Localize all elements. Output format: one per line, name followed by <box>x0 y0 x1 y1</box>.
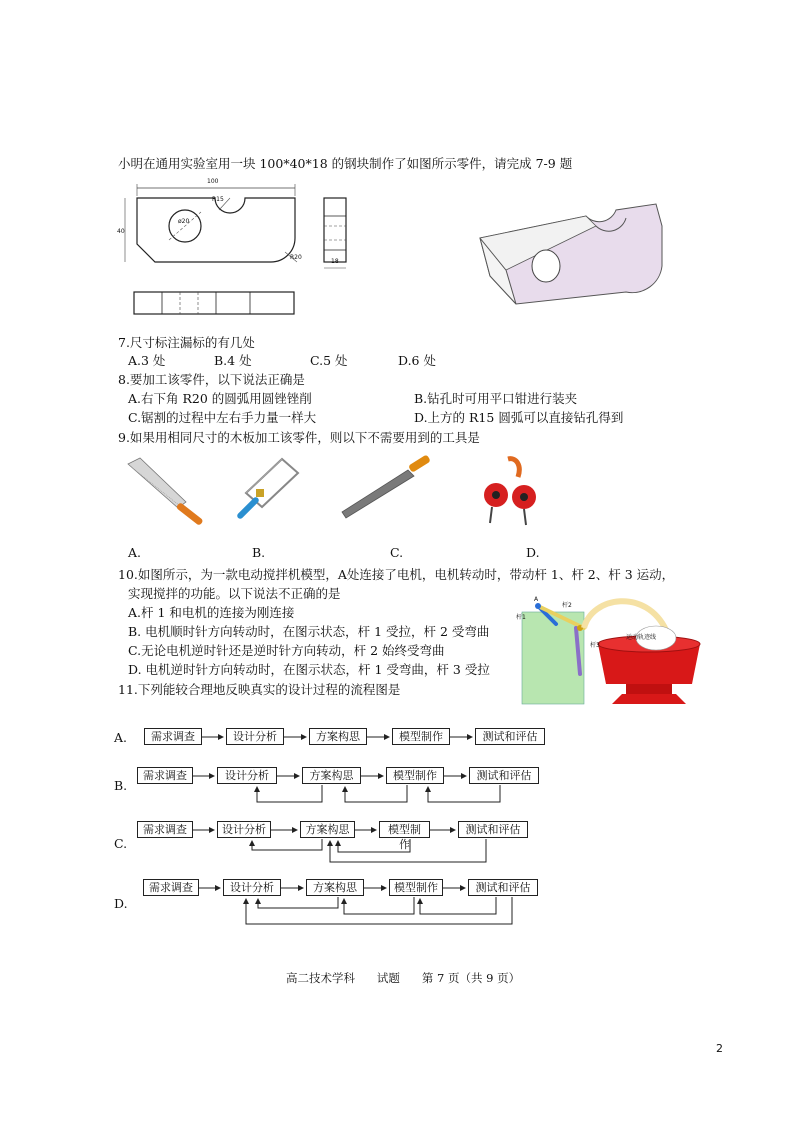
flow-c-demand: 需求调查 <box>137 821 193 838</box>
label-trace: 运动轨迹线 <box>626 634 657 641</box>
q8-option-a: A.右下角 R20 的圆弧用圆锉锉削 <box>128 391 312 406</box>
q7-option-a: A.3 处 <box>128 353 166 368</box>
q10-option-a: A.杆 1 和电机的连接为刚连接 <box>128 605 295 620</box>
dim-hole: ø20 <box>178 218 190 225</box>
dim-width: 100 <box>207 178 219 185</box>
flow-b-demand: 需求调查 <box>137 767 193 784</box>
flow-d-concept: 方案构思 <box>306 879 364 896</box>
q7-stem: 7.尺寸标注漏标的有几处 <box>118 335 255 350</box>
label-rod3: 杆3 <box>590 642 600 649</box>
q11-option-b: B. <box>114 778 128 793</box>
dim-r20: R20 <box>290 254 302 261</box>
intro-text: 小明在通用实验室用一块 100*40*18 的钢块制作了如图所示零件，请完成 7-9 题 <box>118 156 573 171</box>
q9-option-c: C. <box>390 545 404 560</box>
q8-option-c: C.锯割的过程中左右手力量一样大 <box>128 410 317 425</box>
dim-height: 40 <box>117 228 125 235</box>
label-a: A <box>534 596 539 603</box>
flow-d-analysis: 设计分析 <box>223 879 281 896</box>
q9-stem: 9.如果用相同尺寸的木板加工该零件，则以下不需要用到的工具是 <box>118 430 480 445</box>
q8-stem: 8.要加工该零件，以下说法正确是 <box>118 372 305 387</box>
flow-d-test: 测试和评估 <box>468 879 538 896</box>
q11-option-a: A. <box>114 730 128 745</box>
label-rod1: 杆1 <box>516 614 526 621</box>
flow-d-model: 模型制作 <box>389 879 443 896</box>
flow-b-model: 模型制作 <box>386 767 444 784</box>
label-rod2: 杆2 <box>562 602 572 609</box>
dim-r15: R15 <box>212 196 224 203</box>
page-footer: 高二技术学科 试题 第 7 页（共 9 页） <box>286 971 521 985</box>
flow-c-model: 模型制作 <box>379 821 430 838</box>
flow-c-analysis: 设计分析 <box>217 821 271 838</box>
q8-option-b: B.钻孔时可用平口钳进行装夹 <box>414 391 578 406</box>
flow-d-demand: 需求调查 <box>143 879 199 896</box>
q10-stem-line1: 10.如图所示，为一款电动搅拌机模型，A处连接了电机，电机转动时，带动杆 1、杆 2、杆 3 运动， <box>118 567 675 582</box>
flow-a-test: 测试和评估 <box>475 728 545 745</box>
q8-option-d: D.上方的 R15 圆弧可以直接钻孔得到 <box>414 410 624 425</box>
flow-a-concept: 方案构思 <box>309 728 367 745</box>
q10-stem-line2: 实现搅拌的功能。以下说法不正确的是 <box>128 586 341 601</box>
flow-b-test: 测试和评估 <box>469 767 539 784</box>
q10-option-b: B. 电机顺时针方向转动时，在图示状态，杆 1 受拉，杆 2 受弯曲 <box>128 624 490 639</box>
q11-option-c: C. <box>114 836 128 851</box>
q7-option-c: C.5 处 <box>310 353 348 368</box>
flow-a-model: 模型制作 <box>392 728 450 745</box>
flow-a-demand: 需求调查 <box>144 728 202 745</box>
q7-option-b: B.4 处 <box>214 353 252 368</box>
flow-c-test: 测试和评估 <box>458 821 528 838</box>
q10-option-c: C.无论电机逆时针还是逆时针方向转动，杆 2 始终受弯曲 <box>128 643 445 658</box>
q11-option-d: D. <box>114 896 128 911</box>
q9-option-d: D. <box>526 545 540 560</box>
flow-a-analysis: 设计分析 <box>226 728 284 745</box>
flow-c-concept: 方案构思 <box>300 821 355 838</box>
dim-side-width: 18 <box>331 258 339 265</box>
flow-b-concept: 方案构思 <box>302 767 361 784</box>
q11-stem: 11.下列能较合理地反映真实的设计过程的流程图是 <box>118 682 401 697</box>
flow-b-analysis: 设计分析 <box>217 767 277 784</box>
q7-option-d: D.6 处 <box>398 353 436 368</box>
q9-option-a: A. <box>128 545 142 560</box>
q10-option-d: D. 电机逆时针方向转动时，在图示状态，杆 1 受弯曲，杆 3 受拉 <box>128 662 490 677</box>
page-number: 2 <box>716 1042 723 1055</box>
q9-option-b: B. <box>252 545 266 560</box>
